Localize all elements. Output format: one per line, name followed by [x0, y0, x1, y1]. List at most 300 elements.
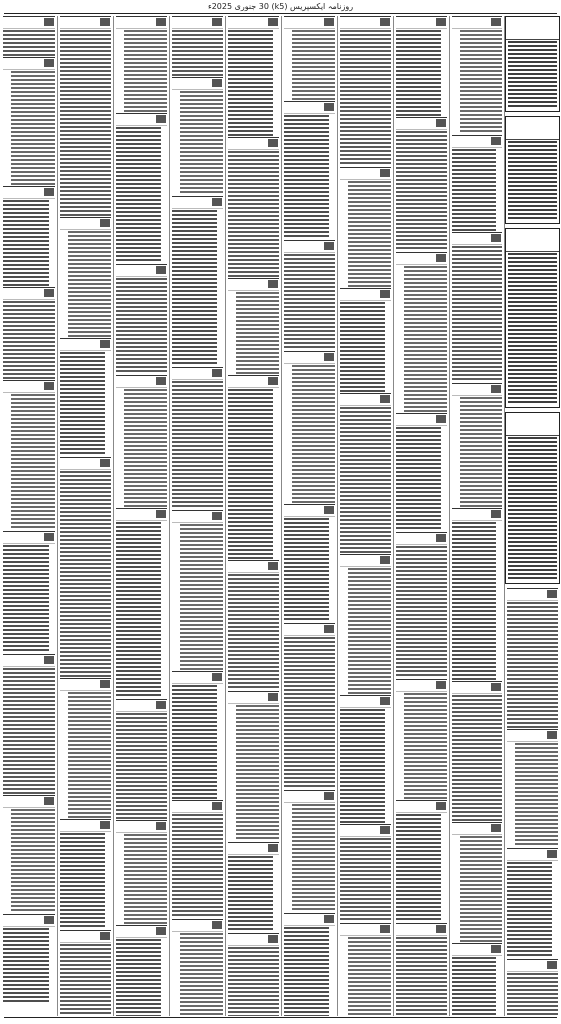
notice-header [396, 16, 447, 29]
notice-number-badge [268, 18, 278, 26]
notice-body-text [228, 947, 279, 1016]
column-divider [57, 16, 58, 1016]
notice-body-text [348, 568, 391, 694]
notice-number-badge [324, 625, 334, 633]
column-divider [393, 16, 394, 1016]
notice-number-badge [44, 188, 54, 196]
column-3 [115, 16, 168, 1016]
classified-notice [452, 822, 502, 942]
notice-header [340, 167, 391, 180]
notice-number-badge [547, 961, 557, 969]
notice-body-text [507, 862, 552, 958]
classified-notice [60, 457, 111, 677]
notice-header [228, 16, 279, 29]
notice-body-text [116, 278, 167, 374]
notice-box [505, 228, 560, 408]
notice-header [172, 77, 223, 90]
notice-body-text [124, 389, 167, 507]
footer-rule [4, 1017, 557, 1018]
column-divider [281, 16, 282, 1016]
notice-body-text [3, 301, 55, 379]
classified-notice [340, 695, 391, 823]
notice-number-badge [547, 590, 557, 598]
notice-body-text [180, 933, 223, 1016]
column-9 [451, 16, 503, 1016]
classified-notice [340, 393, 391, 553]
classified-notice [228, 842, 279, 932]
notice-number-badge [100, 932, 110, 940]
classified-notice [507, 959, 558, 1016]
notice-body-text [340, 30, 391, 166]
notice-body-text [172, 814, 223, 918]
notice-header [284, 623, 335, 636]
notice-header [116, 375, 167, 388]
notice-header [396, 413, 447, 426]
notice-body-text [60, 352, 105, 456]
classified-notice [396, 16, 447, 116]
notice-number-badge [324, 353, 334, 361]
notice-number-badge [491, 385, 501, 393]
notice-number-badge [380, 169, 390, 177]
notice-number-badge [44, 797, 54, 805]
notice-number-badge [436, 415, 446, 423]
notice-header [3, 57, 55, 70]
notice-header [60, 930, 111, 943]
notice-body-text [228, 389, 273, 559]
notice-body-text [396, 30, 441, 116]
classified-notice [60, 930, 111, 1016]
notice-number-badge [436, 925, 446, 933]
classified-notice [228, 375, 279, 559]
notice-header [3, 654, 55, 667]
classified-notice [116, 16, 167, 112]
notice-number-badge [436, 254, 446, 262]
notice-header [340, 923, 391, 936]
classified-notice [172, 16, 223, 76]
classified-notice [3, 795, 55, 913]
classified-notice [116, 820, 167, 924]
notice-body-text [284, 637, 335, 789]
classified-notice [60, 819, 111, 929]
notice-header [60, 457, 111, 470]
notice-number-badge [547, 731, 557, 739]
classified-notice [507, 729, 558, 847]
notice-number-badge [44, 533, 54, 541]
notice-number-badge [156, 266, 166, 274]
notice-box [505, 116, 560, 224]
notice-header [340, 695, 391, 708]
notice-body-text [228, 151, 279, 277]
notice-number-badge [491, 683, 501, 691]
notice-header [172, 919, 223, 932]
classified-notice [60, 678, 111, 818]
column-7 [339, 16, 392, 1016]
notice-header [452, 16, 502, 29]
classified-notice [228, 278, 279, 374]
notice-body-text [116, 713, 167, 819]
notice-header [452, 383, 502, 396]
classified-notice [228, 933, 279, 1016]
classified-notice [3, 16, 55, 56]
notice-body-text [60, 944, 111, 1016]
notice-header [3, 531, 55, 544]
notice-body-text [404, 266, 447, 412]
notice-header [60, 819, 111, 832]
notice-header [340, 16, 391, 29]
notice-body-text [11, 394, 55, 530]
notice-body-text [228, 30, 273, 136]
notice-header [228, 137, 279, 150]
notice-header [284, 790, 335, 803]
column-divider [169, 16, 170, 1016]
classified-notice [452, 383, 502, 507]
notice-number-badge [212, 802, 222, 810]
notice-number-badge [268, 280, 278, 288]
notice-header [340, 554, 391, 567]
notice-header [284, 101, 335, 114]
classified-notice [284, 790, 335, 912]
classified-notice [396, 923, 447, 1016]
notice-body-text [228, 856, 273, 932]
column-5 [227, 16, 280, 1016]
classified-notice [228, 560, 279, 690]
notice-number-badge [212, 512, 222, 520]
notice-header [172, 800, 223, 813]
notice-body-text [3, 30, 55, 56]
classified-notice [284, 240, 335, 350]
notice-header [396, 679, 447, 692]
classified-notice [116, 113, 167, 263]
notice-body-text [340, 302, 385, 392]
classified-notice [172, 196, 223, 366]
notice-number-badge [268, 377, 278, 385]
notice-number-badge [268, 562, 278, 570]
notice-header [172, 196, 223, 209]
classified-notice [116, 375, 167, 507]
notice-number-badge [436, 534, 446, 542]
classified-notice [60, 338, 111, 456]
notice-number-badge [44, 916, 54, 924]
notice-number-badge [491, 945, 501, 953]
classified-notice [507, 848, 558, 958]
notice-body-text [396, 427, 441, 531]
notice-body-text [340, 407, 391, 553]
classified-notice [452, 508, 502, 680]
column-divider [225, 16, 226, 1016]
notice-body-text [452, 522, 496, 680]
classified-notice [284, 16, 335, 100]
notice-number-badge [100, 18, 110, 26]
notice-body-text [396, 937, 447, 1016]
notice-number-badge [44, 656, 54, 664]
notice-body-text [396, 131, 447, 251]
notice-body-text [3, 200, 49, 286]
notice-header [452, 681, 502, 694]
notice-header [340, 824, 391, 837]
notice-number-badge [380, 395, 390, 403]
classified-notice [3, 287, 55, 379]
notice-header [452, 135, 502, 148]
notice-number-badge [44, 59, 54, 67]
column-6 [283, 16, 336, 1016]
notice-header [284, 913, 335, 926]
notice-header [116, 699, 167, 712]
header-rule [4, 13, 557, 14]
page-header: روزنامہ ایکسپریس (k5) 30 جنوری 2025ء [207, 2, 354, 11]
classified-notice [340, 167, 391, 287]
notice-header [340, 393, 391, 406]
classified-notice [396, 117, 447, 251]
notice-number-badge [268, 844, 278, 852]
notice-body-text [11, 809, 55, 913]
notice-header [116, 113, 167, 126]
notice-number-badge [268, 139, 278, 147]
notice-header [172, 367, 223, 380]
classified-notice [507, 588, 558, 728]
notice-header [60, 16, 111, 29]
classified-notice [396, 532, 447, 678]
notice-body-text [116, 939, 161, 1016]
notice-number-badge [44, 382, 54, 390]
column-divider [449, 16, 450, 1016]
notice-number-badge [100, 680, 110, 688]
notice-body-text [11, 71, 55, 185]
notice-body-text [172, 381, 223, 509]
classified-notice [60, 16, 111, 216]
notice-body-text [60, 833, 105, 929]
notice-header [172, 671, 223, 684]
classified-notice [452, 135, 502, 231]
notice-body-text [292, 30, 335, 100]
notice-header [396, 923, 447, 936]
notice-header [396, 532, 447, 545]
notice-number-badge [380, 826, 390, 834]
notice-number-badge [212, 369, 222, 377]
notice-body-text [236, 292, 279, 374]
notice-header [284, 351, 335, 364]
notice-number-badge [212, 18, 222, 26]
notice-header [284, 240, 335, 253]
notice-header [507, 729, 558, 742]
notice-header [228, 278, 279, 291]
notice-body-text [60, 471, 111, 677]
classified-notice [396, 800, 447, 922]
notice-number-badge [156, 18, 166, 26]
notice-number-badge [44, 18, 54, 26]
classified-notice [172, 367, 223, 509]
classified-notice [172, 77, 223, 195]
notice-number-badge [156, 701, 166, 709]
notice-body-text [180, 524, 223, 670]
notice-number-badge [491, 824, 501, 832]
notice-number-badge [212, 79, 222, 87]
notice-header [396, 252, 447, 265]
notice-body-text [507, 973, 558, 1016]
notice-header [116, 508, 167, 521]
notice-header [172, 510, 223, 523]
classified-notice [116, 925, 167, 1016]
notice-body-text [396, 814, 441, 922]
notice-number-badge [436, 18, 446, 26]
classified-notice [340, 923, 391, 1016]
column-8 [395, 16, 448, 1016]
notice-header [507, 588, 558, 601]
notice-header [116, 16, 167, 29]
classified-notice [340, 288, 391, 392]
notice-number-badge [324, 792, 334, 800]
notice-body-text [292, 365, 335, 503]
notice-body-text [284, 927, 329, 1016]
notice-number-badge [156, 510, 166, 518]
classified-notice [3, 654, 55, 794]
classified-notice [172, 510, 223, 670]
notice-body-text [60, 30, 111, 216]
notice-number-badge [156, 927, 166, 935]
notice-number-badge [380, 18, 390, 26]
notice-body-text [124, 30, 167, 112]
classified-notice [3, 914, 55, 1002]
notice-number-badge [268, 693, 278, 701]
notice-body-text [460, 836, 502, 942]
notice-number-badge [491, 137, 501, 145]
notice-body-text [292, 804, 335, 912]
notice-body-text [68, 231, 111, 337]
classified-notice [228, 691, 279, 841]
classified-notice [284, 504, 335, 622]
classified-notice [340, 554, 391, 694]
column-1 [2, 16, 56, 1016]
notice-box [505, 16, 560, 112]
notice-number-badge [44, 289, 54, 297]
notice-body-text [284, 254, 335, 350]
notice-body-text [460, 397, 502, 507]
notice-header [3, 186, 55, 199]
notice-number-badge [100, 219, 110, 227]
notice-number-badge [491, 510, 501, 518]
notice-header [228, 933, 279, 946]
notice-number-badge [212, 198, 222, 206]
notice-number-badge [436, 802, 446, 810]
notice-body-text [172, 210, 217, 366]
column-2 [59, 16, 112, 1016]
notice-number-badge [100, 340, 110, 348]
notice-body-text [236, 705, 279, 841]
notice-header [116, 925, 167, 938]
notice-body-text [228, 574, 279, 690]
classified-notice [228, 137, 279, 277]
classified-notice [3, 57, 55, 185]
classified-notice [172, 800, 223, 918]
notice-number-badge [547, 850, 557, 858]
notice-body-text [507, 602, 558, 728]
notice-body-text [68, 692, 111, 818]
notice-body-text [404, 693, 447, 799]
notice-number-badge [156, 115, 166, 123]
classified-notice [228, 16, 279, 136]
notice-body-text [452, 695, 502, 821]
classified-notice [116, 508, 167, 698]
notice-number-badge [324, 506, 334, 514]
notice-number-badge [324, 18, 334, 26]
classified-notice [396, 679, 447, 799]
notice-body-text [3, 668, 55, 794]
notice-header [396, 117, 447, 130]
notice-body-text [460, 30, 502, 134]
notice-header [452, 508, 502, 521]
classified-notice [172, 671, 223, 799]
classified-notice [3, 531, 55, 653]
notice-number-badge [212, 673, 222, 681]
classified-notice [284, 351, 335, 503]
notice-header [284, 504, 335, 517]
notice-number-badge [380, 697, 390, 705]
notice-header [228, 691, 279, 704]
notice-number-badge [380, 556, 390, 564]
notice-header [60, 678, 111, 691]
notice-body-text [515, 743, 558, 847]
notice-body-text [124, 834, 167, 924]
classified-notice [396, 413, 447, 531]
classified-notice [452, 681, 502, 821]
classified-notice [284, 101, 335, 239]
classified-notice [284, 623, 335, 789]
notice-header [116, 264, 167, 277]
notice-header [452, 943, 502, 956]
notice-body-text [284, 518, 329, 622]
notice-header [3, 287, 55, 300]
notice-number-badge [324, 915, 334, 923]
notice-body-text [172, 685, 217, 799]
column-divider [337, 16, 338, 1016]
notice-box [505, 412, 560, 584]
notice-header [228, 842, 279, 855]
notice-header [284, 16, 335, 29]
notice-header [452, 822, 502, 835]
notice-body-text [452, 149, 496, 231]
notice-number-badge [156, 377, 166, 385]
notice-body-text [340, 838, 391, 922]
notice-number-badge [436, 119, 446, 127]
notice-number-badge [100, 821, 110, 829]
notice-body-text [284, 115, 329, 239]
classified-notice [172, 919, 223, 1016]
notice-header [3, 16, 55, 29]
classified-notice [3, 186, 55, 286]
notice-number-badge [212, 921, 222, 929]
classified-notice [340, 16, 391, 166]
notice-number-badge [491, 18, 501, 26]
column-4 [171, 16, 224, 1016]
classified-notice [452, 16, 502, 134]
notice-body-text [396, 546, 447, 678]
notice-body-text [348, 937, 391, 1016]
notice-header [3, 914, 55, 927]
notice-body-text [180, 91, 223, 195]
notice-number-badge [436, 681, 446, 689]
notice-header [340, 288, 391, 301]
notice-header [3, 795, 55, 808]
classified-notice [452, 232, 502, 382]
column-10 [506, 588, 559, 1016]
notice-number-badge [491, 234, 501, 242]
notice-header [3, 380, 55, 393]
notice-body-text [452, 246, 502, 382]
notice-header [396, 800, 447, 813]
notice-body-text [3, 928, 49, 1002]
notice-number-badge [100, 459, 110, 467]
notice-number-badge [380, 290, 390, 298]
column-divider [113, 16, 114, 1016]
